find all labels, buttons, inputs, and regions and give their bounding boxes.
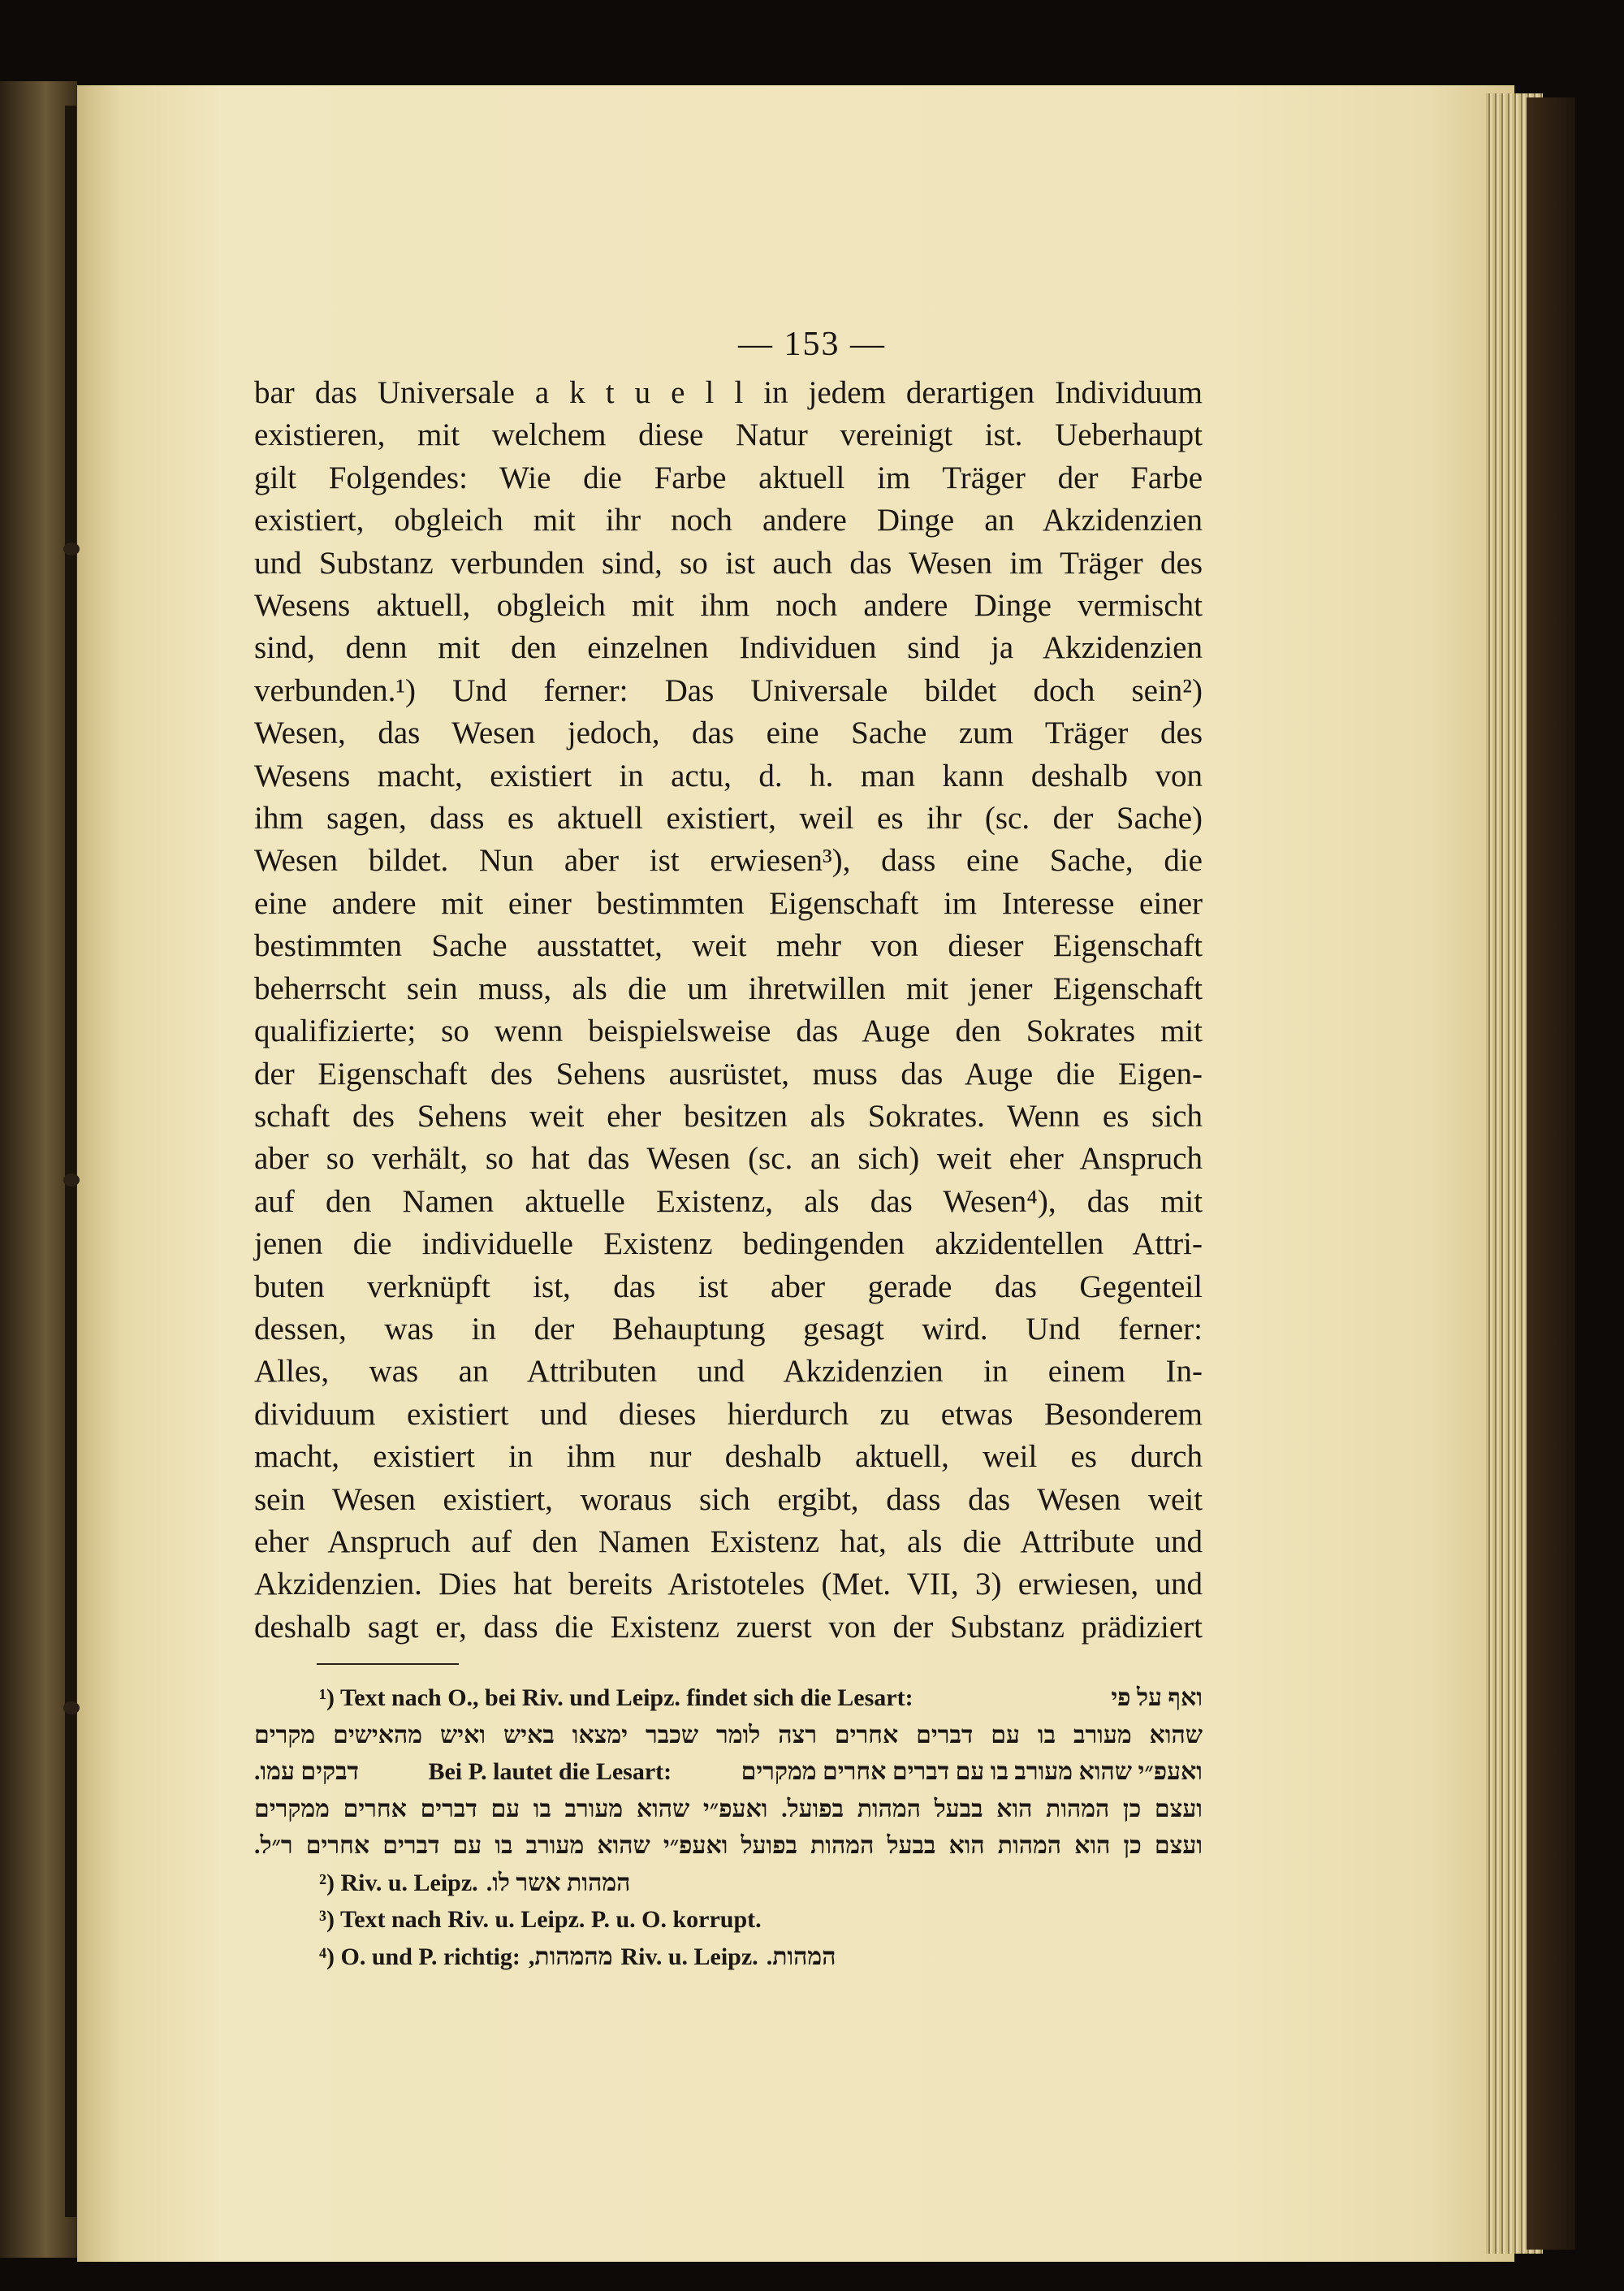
- text-line: gilt Folgendes: Wie die Farbe aktuell im Träger der Farbe: [254, 460, 1203, 495]
- binding-thread: [63, 542, 80, 555]
- hebrew-text: מהמהות,: [528, 1943, 613, 1970]
- text-line: verbunden.¹) Und ferner: Das Universale bildet doch sein²): [254, 672, 1203, 708]
- hebrew-text: ועצם כן הוא המהות הוא בבעל המהות בפועל ואעפ״י שהוא מעורב בו עם דברים אחרים ר״ל.: [254, 1832, 1203, 1859]
- text-line: eine andere mit einer bestimmten Eigenschaft im Interesse einer: [254, 885, 1203, 921]
- text-line: macht, existiert in ihm nur deshalb aktuell, weil es durch: [254, 1439, 1203, 1475]
- hebrew-text: שהוא מעורב בו עם דברים אחרים רצה לומר שכבר ימצאו באיש ואיש מהאישים מקרים: [254, 1721, 1203, 1749]
- text-line: und Substanz verbunden sind, so ist auch das Wesen im Träger des: [254, 545, 1203, 581]
- footnote-rule: [317, 1663, 459, 1665]
- text-line: schaft des Sehens weit eher besitzen als Sokrates. Wenn es sich: [254, 1098, 1203, 1134]
- text-line: existieren, mit welchem diese Natur vereinigt ist. Ueberhaupt: [254, 417, 1203, 453]
- footnote-text: ³) Text nach Riv. u. Leipz. P. u. O. korrupt.: [319, 1906, 762, 1933]
- footnote-line: [254, 1679, 1203, 1717]
- text-line: Akzidenzien. Dies hat bereits Aristoteles (Met. VII, 3) erwiesen, und: [254, 1567, 1203, 1602]
- text-line: Wesen, das Wesen jedoch, das eine Sache zum Träger des: [254, 715, 1203, 751]
- text-line: aber so verhält, so hat das Wesen (sc. an sich) weit eher Anspruch: [254, 1141, 1203, 1177]
- text-line: buten verknüpft ist, das ist aber gerade das Gegenteil: [254, 1269, 1203, 1304]
- text-line: jenen die individuelle Existenz bedingenden akzidentellen Attri-: [254, 1226, 1203, 1262]
- text-line: Wesen bildet. Nun aber ist erwiesen³), dass eine Sache, die: [254, 843, 1203, 879]
- text-line: dividuum existiert und dieses hierdurch zu etwas Besonderem: [254, 1396, 1203, 1432]
- text-line: qualifizierte; so wenn beispielsweise das Auge den Sokrates mit: [254, 1014, 1203, 1049]
- text-line: Wesens macht, existiert in actu, d. h. man kann deshalb von: [254, 758, 1203, 793]
- footnote-line: [254, 1791, 1203, 1828]
- footnote-text: Bei P. lautet die Lesart:: [428, 1758, 672, 1785]
- page-number: — 153 —: [738, 326, 886, 363]
- text-line: Wesens aktuell, obgleich mit ihm noch andere Dinge vermischt: [254, 588, 1203, 624]
- binding-thread: [63, 1174, 80, 1187]
- text-line: eher Anspruch auf den Namen Existenz hat, als die Attribute und: [254, 1524, 1203, 1559]
- hebrew-text: דבקים עמו.: [254, 1758, 359, 1785]
- hebrew-text: המהות.: [766, 1943, 836, 1970]
- hebrew-text: ואעפ״י שהוא מעורב בו עם דברים אחרים ממקרים: [741, 1758, 1203, 1785]
- footnote-line: [254, 1753, 1203, 1791]
- footnote-text: Riv. u. Leipz.: [620, 1943, 758, 1970]
- footnote-line: [254, 1865, 1203, 1902]
- text-line: deshalb sagt er, dass die Existenz zuerst von der Substanz prädiziert: [254, 1609, 1203, 1645]
- text-line: Alles, was an Attributen und Akzidenzien in einem In-: [254, 1354, 1203, 1390]
- text-line: existiert, obgleich mit ihr noch andere Dinge an Akzidenzien: [254, 503, 1203, 538]
- text-line: beherrscht sein muss, als die um ihretwillen mit jener Eigenschaft: [254, 970, 1203, 1006]
- binding-spine: [65, 106, 76, 2217]
- text-line: auf den Namen aktuelle Existenz, als das Wesen⁴), das mit: [254, 1183, 1203, 1219]
- footnote-line: [254, 1717, 1203, 1754]
- footnote-text: ¹) Text nach O., bei Riv. und Leipz. findet sich die Lesart:: [319, 1684, 914, 1711]
- footnote-text: ²) Riv. u. Leipz.: [319, 1869, 478, 1896]
- footnote-text: ⁴) O. und P. richtig:: [319, 1943, 520, 1970]
- hebrew-text: המהות אשר לו.: [486, 1869, 631, 1896]
- text-line: ihm sagen, dass es aktuell existiert, weil es ihr (sc. der Sache): [254, 801, 1203, 836]
- text-line: bestimmten Sache ausstattet, weit mehr von dieser Eigenschaft: [254, 928, 1203, 964]
- footnote-line: [254, 1827, 1203, 1865]
- text-line: sind, denn mit den einzelnen Individuen sind ja Akzidenzien: [254, 630, 1203, 666]
- text-line: dessen, was in der Behauptung gesagt wird. Und ferner:: [254, 1311, 1203, 1347]
- footnote-line: [254, 1901, 1203, 1939]
- book-cover-edge: [1527, 97, 1575, 2250]
- hebrew-text: ועצם כן המהות הוא בבעל המהות בפועל. ואעפ״י שהוא מעורב בו עם דברים אחרים ממקרים: [254, 1795, 1203, 1822]
- footnotes: [254, 1679, 1203, 1975]
- footnote-line: [254, 1939, 1203, 1976]
- text-line: bar das Universale a k t u e l l in jedem derartigen Individuum: [254, 375, 1203, 410]
- binding-thread: [63, 1701, 80, 1714]
- text-line: sein Wesen existiert, woraus sich ergibt, dass das Wesen weit: [254, 1481, 1203, 1517]
- body-text: [254, 372, 1203, 1649]
- hebrew-text: ואף על פי: [1111, 1684, 1203, 1711]
- text-line: der Eigenschaft des Sehens ausrüstet, muss das Auge die Eigen-: [254, 1056, 1203, 1091]
